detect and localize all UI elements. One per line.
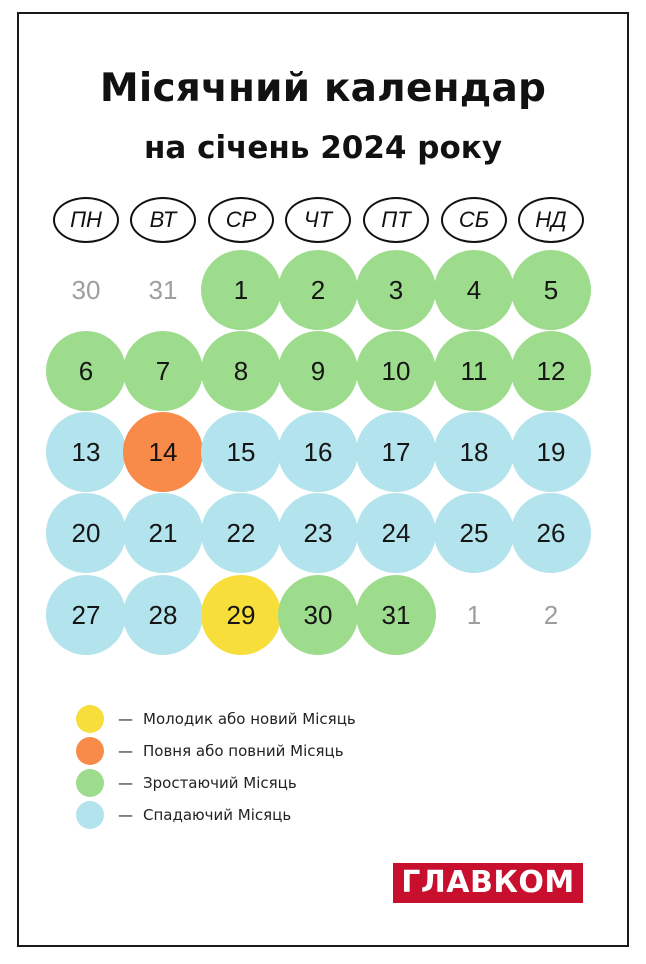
day-cell-waxing: 12 [511,331,591,411]
day-cell-new: 29 [201,575,281,655]
legend-label: Повня або повний Місяць [143,742,344,760]
day-cell-waxing: 7 [123,331,203,411]
day-cell-outside-month: 31 [148,274,178,305]
legend-item-full [76,735,356,767]
day-cell-outside-month: 30 [71,274,101,305]
day-cell-waxing: 31 [356,575,436,655]
legend-swatch [76,769,104,797]
day-cell-waxing: 8 [201,331,281,411]
day-cell-waning: 24 [356,493,436,573]
weekday-label: СБ [441,197,507,243]
legend-swatch [76,737,104,765]
day-cell-waning: 16 [278,412,358,492]
day-cell-waning: 21 [123,493,203,573]
legend-label: Молодик або новий Місяць [143,710,356,728]
legend-item-waning [76,799,356,831]
day-cell-outside-month: 1 [466,599,482,630]
day-cell-waxing: 30 [278,575,358,655]
day-cell-waning: 15 [201,412,281,492]
day-cell-waning: 22 [201,493,281,573]
day-cell-waning: 23 [278,493,358,573]
day-cell-waning: 13 [46,412,126,492]
weekday-label: ВТ [130,197,196,243]
day-cell-waning: 26 [511,493,591,573]
day-cell-waning: 28 [123,575,203,655]
legend-item-waxing [76,767,356,799]
day-cell-waxing: 6 [46,331,126,411]
legend-dash: — [118,806,133,824]
day-cell-full: 14 [123,412,203,492]
day-cell-waxing: 4 [434,250,514,330]
weekday-label: СР [208,197,274,243]
day-cell-waning: 20 [46,493,126,573]
day-cell-waning: 17 [356,412,436,492]
day-cell-waxing: 11 [434,331,514,411]
page-subtitle: на січень 2024 року [143,130,503,166]
legend-label: Спадаючий Місяць [143,806,292,824]
day-cell-waxing: 5 [511,250,591,330]
day-cell-waxing: 1 [201,250,281,330]
weekday-label: ЧТ [285,197,351,243]
legend-item-new [76,703,356,735]
legend-dash: — [118,710,133,728]
day-cell-waning: 27 [46,575,126,655]
day-cell-waning: 25 [434,493,514,573]
legend-dash: — [118,742,133,760]
day-cell-waning: 19 [511,412,591,492]
day-cell-waxing: 3 [356,250,436,330]
legend-label: Зростаючий Місяць [143,774,297,792]
weekday-label: НД [518,197,584,243]
page-title: Місячний календар [99,66,547,111]
day-cell-waning: 18 [434,412,514,492]
legend-swatch [76,801,104,829]
phase-legend [76,703,356,831]
day-cell-waxing: 2 [278,250,358,330]
day-cell-outside-month: 2 [543,599,559,630]
glavcom-logo [393,863,583,903]
day-cell-waxing: 10 [356,331,436,411]
day-cell-waxing: 9 [278,331,358,411]
weekday-label: ПТ [363,197,429,243]
weekday-label: ПН [53,197,119,243]
legend-swatch [76,705,104,733]
legend-dash: — [118,774,133,792]
logo-text: ГЛАВКОМ [401,865,575,900]
